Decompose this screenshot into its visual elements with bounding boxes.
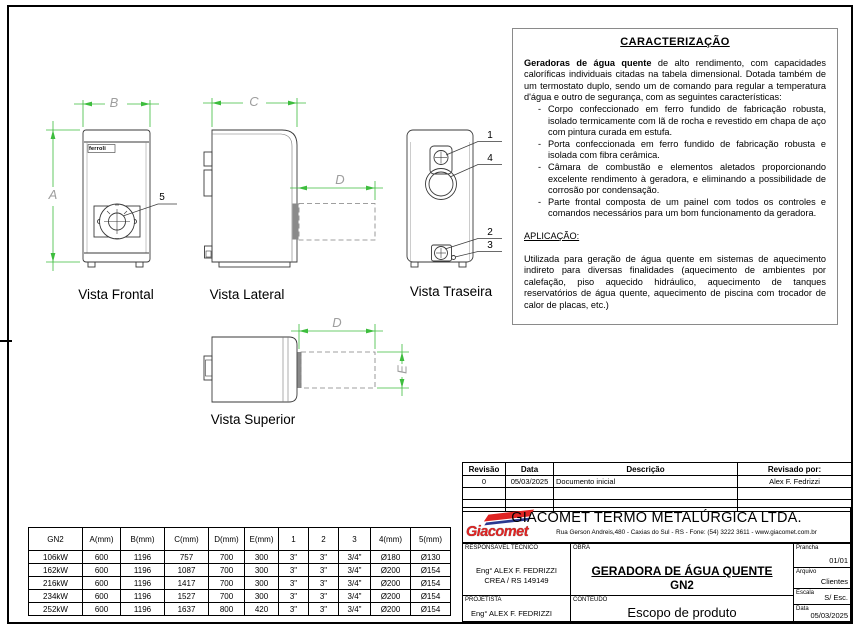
callout-1: 1 bbox=[487, 130, 493, 141]
bullet-text: Câmara de combustão e elementos aletados proporcionando excelente rendimento à geradora, e eliminando a possibilidade de corrosão por condensação. bbox=[548, 161, 826, 196]
aplicacao-text: Utilizada para geração de água quente em sistemas de aquecimento indireto para diversas finalidades (aquecimento de ambientes por calefação, piso aquecido hidráulico, aquecimento de tanques reservatórios de água quente, aquecimento de piscina com trocador de calor de placas, etc.) bbox=[524, 253, 826, 310]
caracterizacao-intro-rest: de alto rendimento, com capacidades caloríficas individuais citadas na tabela dimensional. Dotada também de um termostato duplo, sendo um de comando para regular a temperatura d'água e outro de segurança, com as seguintes características: bbox=[524, 57, 826, 103]
dim-label-e: E bbox=[394, 365, 410, 374]
dim-label-c: C bbox=[249, 94, 259, 109]
dimension-lines bbox=[46, 98, 409, 396]
bullet-dash: - bbox=[538, 103, 542, 114]
bullet-text: Parte frontal composta de um painel com todos os controles e comandos necessários para um bom funcionamento da geradora. bbox=[548, 196, 826, 219]
company-banner bbox=[462, 507, 851, 543]
vista-superior-drawing bbox=[204, 337, 375, 402]
data-value: 05/03/2025 bbox=[810, 611, 848, 620]
revision-table bbox=[462, 462, 852, 512]
data-label: Data bbox=[796, 606, 809, 612]
responsavel-line1: Eng° ALEX F. FEDRIZZI bbox=[476, 566, 557, 575]
bullet-dash: - bbox=[538, 161, 542, 172]
vista-superior-caption: Vista Superior bbox=[210, 412, 296, 427]
responsavel-name bbox=[463, 566, 570, 585]
revision-header: Revisão Data Descrição Revisado por: bbox=[463, 463, 852, 476]
obra-cell bbox=[571, 544, 794, 596]
prancha-label: Prancha bbox=[796, 545, 819, 551]
dim-label-b: B bbox=[109, 95, 119, 110]
dim-table-header: GN2 A(mm) B(mm) C(mm) D(mm) E(mm) 1 2 3 4(mm) 5(mm) bbox=[29, 528, 451, 551]
dim-table-row: 234kW 600 1196 1527 700 300 3" 3" 3/4" Ø200 Ø154 bbox=[29, 590, 451, 603]
title-block bbox=[462, 543, 851, 622]
company-address: Rua Gerson Andreis,480 - Caxias do Sul - RS - Fone: (54) 3222 3611 - www.giacomet.com.br bbox=[556, 529, 817, 536]
callout-3: 3 bbox=[487, 240, 493, 251]
caracterizacao-bullet bbox=[538, 139, 826, 162]
responsavel-label: RESPONSÁVEL TÉCNICO bbox=[465, 545, 539, 551]
vista-traseira-caption: Vista Traseira bbox=[409, 284, 493, 299]
responsavel-cell bbox=[463, 544, 571, 596]
revision-row bbox=[463, 488, 852, 500]
vista-lateral-drawing bbox=[204, 130, 375, 267]
caracterizacao-box bbox=[512, 28, 838, 325]
dimension-table bbox=[28, 527, 451, 616]
callout-4: 4 bbox=[487, 153, 493, 164]
obra-model: GN2 bbox=[670, 580, 694, 592]
company-name: GIACOMET TERMO METALÚRGICA LTDA. bbox=[511, 510, 802, 526]
bullet-text: Porta confeccionada em ferro fundido de fabricação robusta e isolada com fibra cerâmica. bbox=[548, 138, 826, 161]
dim-table-row: 162kW 600 1196 1087 700 300 3" 3" 3/4" Ø200 Ø154 bbox=[29, 564, 451, 577]
projetista-name: Eng° ALEX F. FEDRIZZI bbox=[471, 609, 552, 618]
responsavel-line2: CREA / RS 149149 bbox=[484, 575, 549, 585]
conteudo-cell bbox=[571, 596, 794, 622]
bullet-dash: - bbox=[538, 138, 542, 149]
aplicacao-title-text: APLICAÇÃO: bbox=[524, 230, 580, 241]
caracterizacao-bullet bbox=[538, 162, 826, 197]
vista-frontal-caption: Vista Frontal bbox=[78, 287, 154, 302]
caracterizacao-bullet bbox=[538, 197, 826, 220]
obra-title: GERADORA DE ÁGUA QUENTE bbox=[591, 564, 773, 578]
dim-label-a: A bbox=[48, 187, 58, 202]
bullet-text: Corpo confeccionado em ferro fundido de fabricação robusta, isolado termicamente com lã de rocha e revestido em chapa de aço com pintura curada em estufa. bbox=[548, 103, 826, 138]
caracterizacao-bullet bbox=[538, 104, 826, 139]
dim-table-row: 106kW 600 1196 757 700 300 3" 3" 3/4" Ø180 Ø130 bbox=[29, 551, 451, 564]
conteudo-label: CONTEÚDO bbox=[573, 597, 608, 603]
dim-table-row: 216kW 600 1196 1417 700 300 3" 3" 3/4" Ø200 Ø154 bbox=[29, 577, 451, 590]
vista-lateral-caption: Vista Lateral bbox=[209, 287, 285, 302]
caracterizacao-intro-bold: Geradoras de água quente bbox=[524, 57, 652, 68]
prancha-value: 01/01 bbox=[829, 556, 848, 565]
prancha-cell bbox=[794, 544, 851, 568]
escala-cell bbox=[794, 589, 851, 605]
projetista-label: PROJETISTA bbox=[465, 597, 502, 603]
brand-label: ferroli bbox=[89, 145, 106, 152]
projetista-cell bbox=[463, 596, 571, 622]
revision-row: 0 05/03/2025 Documento inicial Alex F. Fedrizzi bbox=[463, 476, 852, 488]
arquivo-cell bbox=[794, 568, 851, 589]
caracterizacao-title: CARACTERIZAÇÃO bbox=[620, 36, 730, 48]
data-cell bbox=[794, 605, 851, 622]
aplicacao-title bbox=[524, 231, 826, 243]
callout-5: 5 bbox=[159, 192, 165, 203]
dim-label-d-superior: D bbox=[332, 315, 342, 330]
arquivo-value: Clientes bbox=[820, 577, 848, 586]
bullet-dash: - bbox=[538, 196, 542, 207]
callout-2: 2 bbox=[487, 227, 493, 238]
dim-label-d-lateral: D bbox=[335, 172, 345, 187]
escala-label: Escala bbox=[796, 590, 815, 596]
logo-wordmark: Giacomet bbox=[466, 524, 529, 540]
conteudo-value: Escopo de produto bbox=[627, 605, 737, 620]
dim-table-row: 252kW 600 1196 1637 800 420 3" 3" 3/4" Ø200 Ø154 bbox=[29, 603, 451, 616]
obra-label: OBRA bbox=[573, 545, 591, 551]
arquivo-label: Arquivo bbox=[796, 569, 817, 575]
escala-value: S/ Esc. bbox=[824, 593, 848, 602]
caracterizacao-intro bbox=[524, 58, 826, 104]
